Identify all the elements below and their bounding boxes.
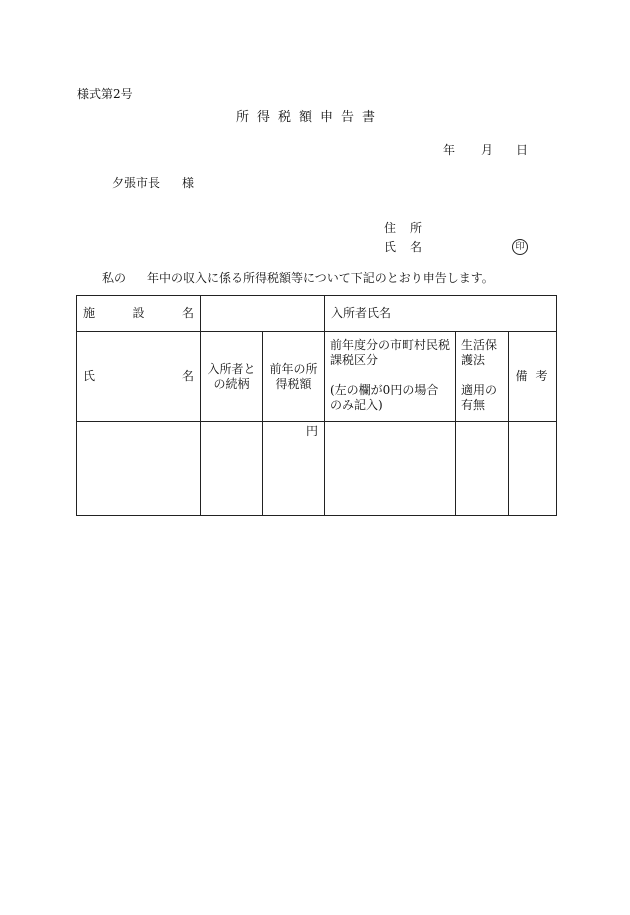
- municipal-tax-entry-cell[interactable]: [325, 422, 456, 516]
- yen-unit: 円: [305, 424, 318, 438]
- form-number: 様式第2号: [77, 87, 133, 101]
- applicant-name-label: 氏名: [384, 240, 437, 254]
- welfare-label-cell: 生活保護法 適用の有無: [456, 332, 509, 422]
- addressee-honorific: 様: [182, 176, 195, 190]
- remarks-entry-cell[interactable]: [509, 422, 557, 516]
- remarks-label-cell: 備考: [509, 332, 557, 422]
- resident-name-cell[interactable]: [325, 296, 557, 332]
- income-tax-table: [76, 295, 557, 516]
- statement-text: 年中の収入に係る所得税額等について下記のとおり申告します。: [147, 271, 494, 285]
- municipal-tax-label-cell: 前年度分の市町村民税課税区分 (左の欄が0円の場合のみ記入): [325, 332, 456, 422]
- facility-label-cell: 施 設 名: [77, 296, 201, 332]
- seal-mark: 印: [512, 239, 528, 255]
- prev-income-tax-label-cell: 前年の所得税額: [263, 332, 325, 422]
- resident-name-label: 入所者氏名: [331, 306, 392, 320]
- addressee-name: 夕張市長: [112, 176, 161, 190]
- facility-value-cell[interactable]: [201, 296, 325, 332]
- address-label: 住所: [384, 221, 437, 235]
- welfare-entry-cell[interactable]: [456, 422, 509, 516]
- document-title: 所得税額申告書: [236, 110, 384, 125]
- name-label-cell: 氏 名: [77, 332, 201, 422]
- statement-prefix: 私の: [102, 271, 127, 285]
- date-month-label: 月: [481, 143, 494, 157]
- prev-income-tax-entry-cell[interactable]: [263, 422, 325, 516]
- name-entry-cell[interactable]: [77, 422, 201, 516]
- relation-entry-cell[interactable]: [201, 422, 263, 516]
- date-day-label: 日: [516, 143, 529, 157]
- relation-label-cell: 入所者との続柄: [201, 332, 263, 422]
- date-year-label: 年: [443, 143, 456, 157]
